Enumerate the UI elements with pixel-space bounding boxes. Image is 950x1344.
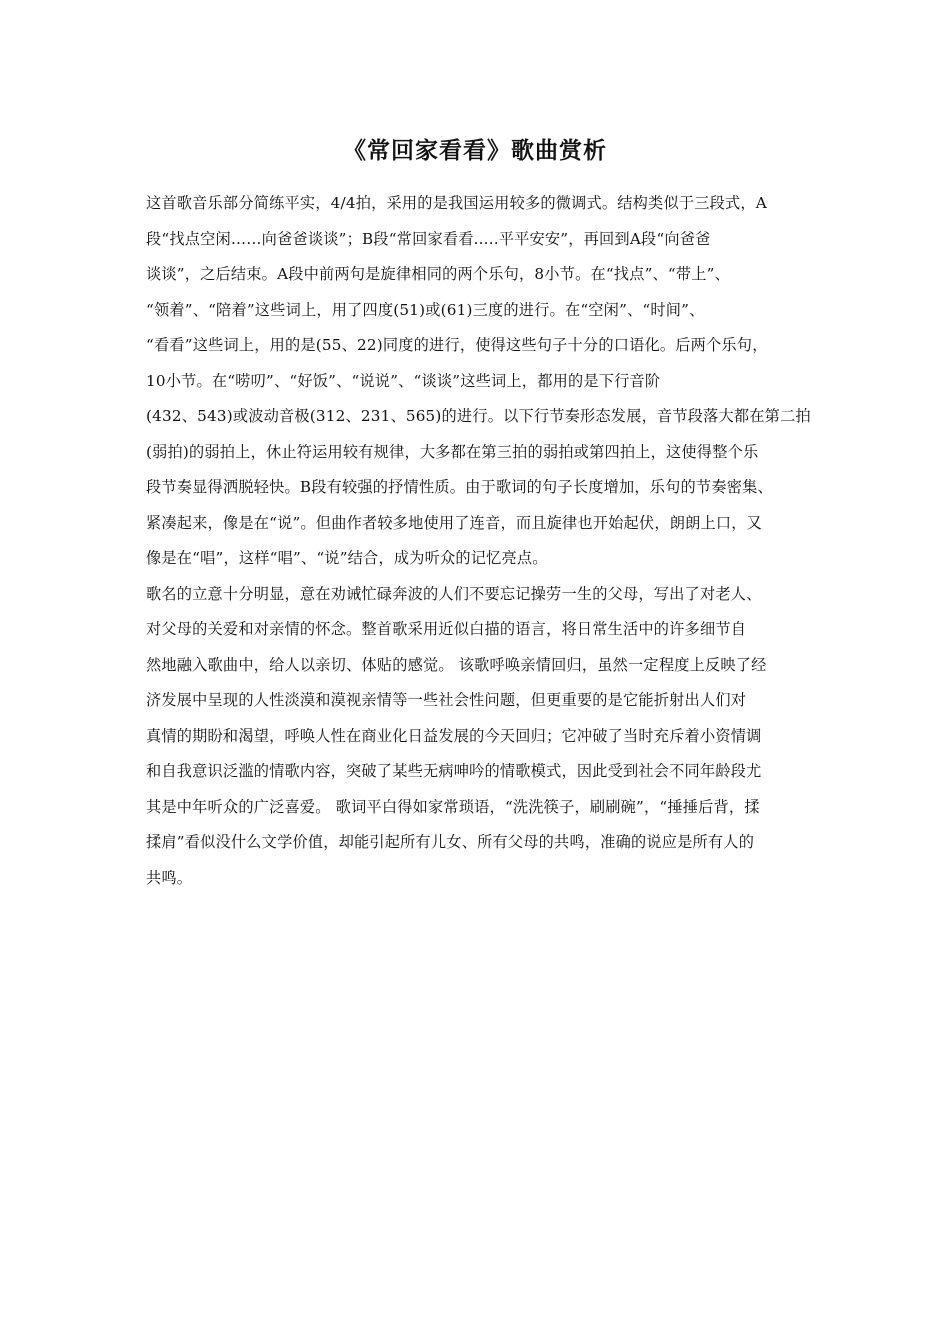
body-line: (432、543)或波动音极(312、231、565)的进行。以下行节奏形态发展，音节段落大都在第二拍 [146,407,811,425]
body-line: 然地融入歌曲中，给人以亲切、体贴的感觉。 该歌呼唤亲情回归，虽然一定程度上反映了经 [146,655,767,674]
body-line: 和自我意识泛滥的情歌内容，突破了某些无病呻吟的情歌模式，因此受到社会不同年龄段尤 [146,762,762,780]
body-line: 歌名的立意十分明显，意在劝诫忙碌奔波的人们不要忘记操劳一生的父母，写出了对老人、 [146,584,762,603]
body-line: “看看”这些词上，用的是(55、22)同度的进行，使得这些句子十分的口语化。后两个乐句， [146,336,768,354]
body-line: 对父母的关爱和对亲情的怀念。整首歌采用近似白描的语言，将日常生活中的许多细节自 [146,620,747,638]
body-line: 真情的期盼和渴望，呼唤人性在商业化日益发展的今天回归；它冲破了当时充斥着小资情调 [146,726,762,745]
body-line: 这首歌音乐部分简练平实，4/4拍，采用的是我国运用较多的微调式。结构类似于三段式，A [146,194,767,212]
body-line: 其是中年听众的广泛喜爱。 歌词平白得如家常琐语，“洗洗筷子，刷刷碗”，“捶捶后背，揉 [146,797,760,816]
body-line: 揉肩”看似没什么文学价值，却能引起所有儿女、所有父母的共鸣，准确的说应是所有人的 [146,833,755,851]
body-line: 济发展中呈现的人性淡漠和漠视亲情等一些社会性问题，但更重要的是它能折射出人们对 [146,691,747,709]
body-line: 像是在“唱”，这样“唱”、“说”结合，成为听众的记忆亮点。 [146,549,548,567]
body-line: 紧凑起来，像是在“说”。但曲作者较多地使用了连音，而且旋律也开始起伏，朗朗上口，又 [146,513,763,532]
document-title: 《常回家看看》歌曲赏析 [343,137,607,164]
body-line: 段节奏显得洒脱轻快。B段有较强的抒情性质。由于歌词的句子长度增加，乐句的节奏密集、 [146,478,773,496]
body-line: 共鸣。 [146,868,193,887]
body-line: 段“找点空闲……向爸爸谈谈”；B段“常回家看看.....平平安安”，再回到A段“向爸爸 [146,229,711,248]
document-body [146,186,846,896]
body-line: 10小节。在“唠叨”、“好饭”、“说说”、“谈谈”这些词上，都用的是下行音阶 [146,371,661,390]
body-line: 谈谈”，之后结束。A段中前两句是旋律相同的两个乐句，8小节。在“找点”、“带上”、 [146,265,731,283]
body-line: “领着”、“陪着”这些词上，用了四度(51)或(61)三度的进行。在“空闲”、“时间”、 [146,300,705,319]
body-line: (弱拍)的弱拍上，休止符运用较有规律，大多都在第三拍的弱拍或第四拍上，这使得整个乐 [146,442,759,461]
